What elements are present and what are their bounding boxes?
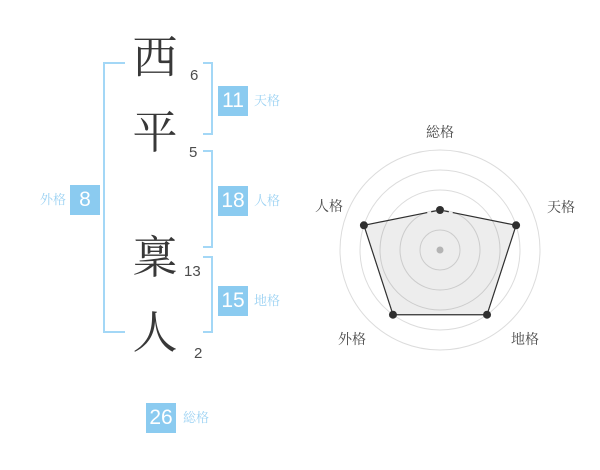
radar-axis-label-5: 人格 — [315, 198, 343, 214]
radar-axis-label-3: 地格 — [511, 331, 539, 347]
name-char-1: 西 — [132, 32, 178, 83]
tenkaku-label: 天格 — [254, 93, 281, 108]
gaikaku-label: 外格 — [39, 192, 66, 207]
stroke-count-1: 6 — [190, 67, 199, 84]
chikaku-label: 地格 — [254, 293, 281, 308]
stroke-count-2: 5 — [189, 144, 198, 161]
radar-data-point — [483, 311, 491, 319]
radar-data-point — [360, 221, 368, 229]
radar-data-area — [364, 210, 516, 315]
soukaku-value-box: 26 — [146, 403, 176, 433]
radar-data-point — [436, 206, 444, 214]
name-char-3: 稟 — [132, 232, 178, 283]
jinkaku-value-box: 18 — [218, 186, 248, 216]
radar-data-point — [512, 221, 520, 229]
jinkaku-label: 人格 — [254, 193, 281, 208]
gaikaku-value-box: 8 — [70, 185, 100, 215]
radar-axis-label-4: 外格 — [338, 331, 366, 347]
radar-axis-label-2: 天格 — [547, 199, 575, 215]
tenkaku-value-box: 11 — [218, 86, 248, 116]
radar-data-point — [389, 311, 397, 319]
name-char-4: 人 — [132, 307, 178, 358]
name-char-2: 平 — [132, 107, 178, 158]
stroke-count-4: 2 — [194, 345, 203, 362]
chikaku-value-box: 15 — [218, 286, 248, 316]
stroke-count-3: 13 — [184, 263, 201, 280]
radar-axis-label-1: 総格 — [426, 124, 454, 140]
soukaku-label: 総格 — [183, 410, 210, 425]
